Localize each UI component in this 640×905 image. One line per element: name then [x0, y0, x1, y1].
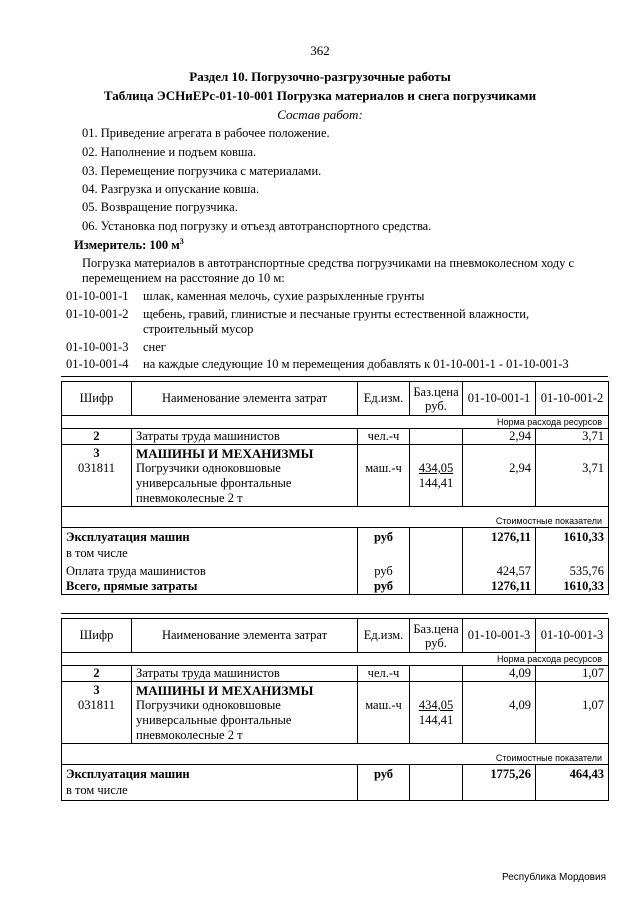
operator-pay-row: [62, 561, 609, 579]
machine-code-cell: [62, 682, 132, 744]
machine-name-line: пневмоколесные 2 т: [136, 728, 243, 742]
machine-price-a: 434,05: [418, 698, 454, 712]
resource-table-2: [61, 618, 609, 801]
table-title: Таблица ЭСНиЕРс-01-10-001 Погрузка материалов и снега погрузчиками: [103, 88, 537, 103]
labor-price: [410, 666, 463, 682]
machines-num: 3: [93, 683, 100, 697]
header-col2: 01-10-001-2: [536, 382, 609, 416]
including-row: [62, 545, 609, 561]
header-price: [410, 619, 463, 653]
exploitation-unit: руб: [358, 765, 410, 783]
labor-row: [62, 429, 609, 445]
header-price: [410, 382, 463, 416]
header-unit: Ед.изм.: [358, 619, 410, 653]
machines-title: МАШИНЫ И МЕХАНИЗМЫ: [136, 446, 314, 461]
machine-v2: 1,07: [536, 682, 609, 744]
machine-price-b: 144,41: [418, 476, 454, 490]
cost-label-row: [62, 744, 609, 765]
code-id: 01-10-001-4: [66, 357, 129, 371]
work-step: 02. Наполнение и подъем ковша.: [82, 145, 257, 159]
exploitation-price: [410, 765, 463, 783]
total-v1: 1276,11: [463, 579, 536, 595]
labor-v1: 4,09: [463, 666, 536, 682]
resource-table-1: [61, 381, 609, 595]
machines-row: [62, 445, 609, 507]
machine-unit: маш.-ч: [358, 682, 410, 744]
machine-name-line: Погрузчики одноковшовые: [136, 698, 281, 712]
machine-name-line: универсальные фронтальные: [136, 476, 292, 490]
labor-num: 2: [62, 666, 132, 682]
exploitation-row: [62, 765, 609, 783]
machine-price-b: 144,41: [418, 713, 454, 727]
page-number: 362: [310, 43, 330, 58]
code-text: строительный мусор: [143, 322, 254, 336]
meter-label: [74, 237, 184, 253]
labor-name: Затраты труда машинистов: [132, 666, 358, 682]
labor-price: [410, 429, 463, 445]
exploitation-name: Эксплуатация машин: [62, 765, 358, 783]
machine-price: [410, 445, 463, 507]
header-price-line1: Баз.цена: [413, 621, 459, 636]
header-cipher: Шифр: [62, 619, 132, 653]
composition-label: Состав работ:: [277, 107, 363, 122]
rule: [61, 613, 608, 614]
labor-v1: 2,94: [463, 429, 536, 445]
machine-unit: маш.-ч: [358, 445, 410, 507]
operator-pay-v2: 535,76: [536, 561, 609, 579]
header-price-line2: руб.: [425, 635, 447, 650]
description-line: Погрузка материалов в автотранспортные средства погрузчиками на пневмоколесном ходу с: [82, 256, 575, 270]
labor-row: [62, 666, 609, 682]
code-text: на каждые следующие 10 м перемещения добавлять к 01-10-001-1 - 01-10-001-3: [143, 357, 569, 371]
section-title: Раздел 10. Погрузочно-разгрузочные работы: [189, 69, 451, 84]
rule: [61, 376, 608, 377]
operator-pay-unit: руб: [358, 561, 410, 579]
code-id: 01-10-001-2: [66, 307, 129, 321]
labor-name: Затраты труда машинистов: [132, 429, 358, 445]
meter-text: Измеритель: 100 м: [74, 238, 180, 253]
code-id: 01-10-001-3: [66, 340, 129, 354]
cost-label: Стоимостные показатели: [62, 507, 609, 528]
exploitation-v1: 1276,11: [463, 528, 536, 546]
code-id: 01-10-001-1: [66, 289, 129, 303]
machine-name-cell: [132, 445, 358, 507]
code-text: щебень, гравий, глинистые и песчаные грунты естественной влажности,: [143, 307, 530, 321]
work-step: 04. Разгрузка и опускание ковша.: [82, 182, 260, 196]
header-col1: 01-10-001-1: [463, 382, 536, 416]
work-step: 05. Возвращение погрузчика.: [82, 200, 238, 214]
labor-v2: 3,71: [536, 429, 609, 445]
labor-unit: чел.-ч: [358, 666, 410, 682]
header-name: Наименование элемента затрат: [132, 382, 358, 416]
description-line: перемещением на расстояние до 10 м:: [82, 271, 285, 285]
machine-v2: 3,71: [536, 445, 609, 507]
machine-name-line: универсальные фронтальные: [136, 713, 292, 727]
total-row: [62, 579, 609, 595]
machine-name-line: пневмоколесные 2 т: [136, 491, 243, 505]
norm-label: Норма расхода ресурсов: [62, 416, 609, 429]
cost-label: Стоимостные показатели: [62, 744, 609, 765]
meter-sup: 3: [179, 237, 184, 246]
exploitation-row: [62, 528, 609, 546]
labor-unit: чел.-ч: [358, 429, 410, 445]
exploitation-unit: руб: [358, 528, 410, 546]
machine-name-line: Погрузчики одноковшовые: [136, 461, 281, 475]
exploitation-v1: 1775,26: [463, 765, 536, 783]
work-step: 03. Перемещение погрузчика с материалами.: [82, 164, 322, 178]
including-row: [62, 782, 609, 801]
header-col1: 01-10-001-3: [463, 619, 536, 653]
norm-row: [62, 416, 609, 429]
total-v2: 1610,33: [536, 579, 609, 595]
work-step: 01. Приведение агрегата в рабочее положение.: [82, 126, 330, 140]
labor-num: 2: [62, 429, 132, 445]
header-price-line2: руб.: [425, 398, 447, 413]
table-header-row: [62, 619, 609, 653]
header-col2: 01-10-001-3: [536, 619, 609, 653]
work-step: 06. Установка под погрузку и отъезд автотранспортного средства.: [82, 219, 432, 233]
machines-num: 3: [93, 446, 100, 460]
machine-name-cell: [132, 682, 358, 744]
footer-region: Республика Мордовия: [502, 872, 606, 883]
cost-label-row: [62, 507, 609, 528]
exploitation-price: [410, 528, 463, 546]
code-text: шлак, каменная мелочь, сухие разрыхленные грунты: [143, 289, 425, 303]
operator-pay-name: Оплата труда машинистов: [62, 561, 358, 579]
including-label: в том числе: [62, 782, 358, 801]
machine-code: 031811: [77, 698, 116, 712]
header-cipher: Шифр: [62, 382, 132, 416]
machine-code: 031811: [77, 461, 116, 475]
including-label: в том числе: [62, 545, 358, 561]
total-name: Всего, прямые затраты: [62, 579, 358, 595]
code-text: снег: [143, 340, 166, 354]
machine-price-a: 434,05: [418, 461, 454, 475]
exploitation-v2: 464,43: [536, 765, 609, 783]
machine-price: [410, 682, 463, 744]
operator-pay-v1: 424,57: [463, 561, 536, 579]
labor-v2: 1,07: [536, 666, 609, 682]
exploitation-name: Эксплуатация машин: [62, 528, 358, 546]
machine-code-cell: [62, 445, 132, 507]
machines-row: [62, 682, 609, 744]
machine-v1: 2,94: [463, 445, 536, 507]
machines-title: МАШИНЫ И МЕХАНИЗМЫ: [136, 683, 314, 698]
machine-v1: 4,09: [463, 682, 536, 744]
total-unit: руб: [358, 579, 410, 595]
header-price-line1: Баз.цена: [413, 384, 459, 399]
table-header-row: [62, 382, 609, 416]
exploitation-v2: 1610,33: [536, 528, 609, 546]
norm-row: [62, 653, 609, 666]
header-unit: Ед.изм.: [358, 382, 410, 416]
norm-label: Норма расхода ресурсов: [62, 653, 609, 666]
header-name: Наименование элемента затрат: [132, 619, 358, 653]
